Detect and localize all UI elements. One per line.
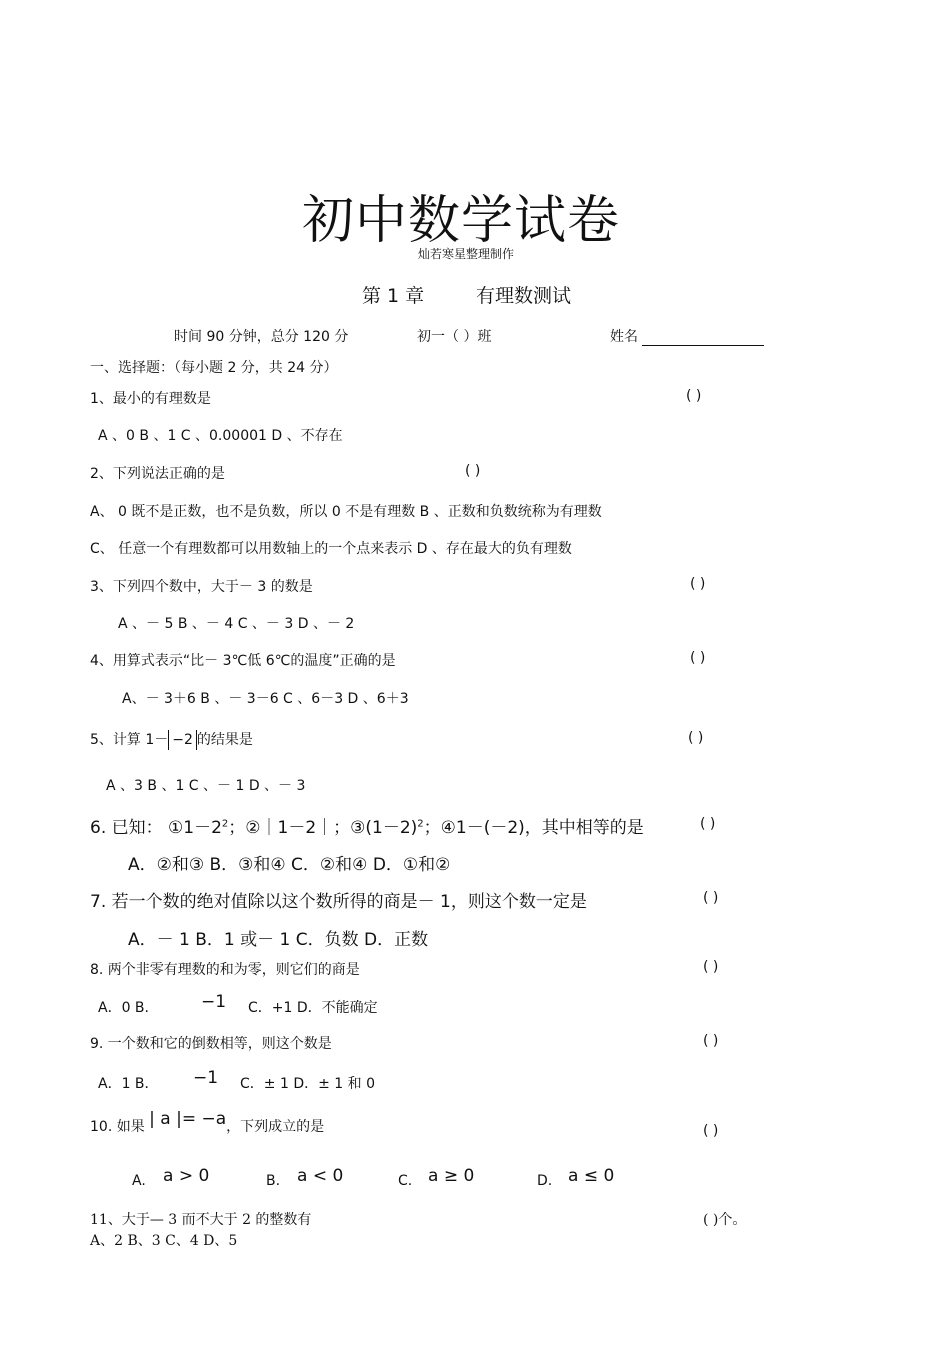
question-3-stem: 3、下列四个数中，大于－ 3 的数是 [90, 579, 313, 595]
question-8-answer-blank: ( ) [703, 959, 719, 975]
question-4-options: A、－ 3＋6 B 、－ 3－6 C 、6－3 D 、6＋3 [122, 691, 409, 707]
question-10-stem [90, 1109, 325, 1136]
question-9-options-a: A．1 B． [98, 1076, 159, 1092]
question-10-formula: | a |= −a [149, 1109, 227, 1129]
question-9-options-c: C．± 1 D．± 1 和 0 [240, 1076, 375, 1092]
question-10-stem-pre: 10. 如果 [90, 1119, 145, 1135]
question-9-answer-blank: ( ) [703, 1033, 719, 1049]
question-8-options-b: −1 [201, 992, 227, 1012]
question-10-option-b-label: B. [266, 1173, 281, 1189]
question-10-stem-post: ，下列成立的是 [226, 1119, 325, 1135]
exam-class: 初一（ ）班 [417, 329, 492, 345]
question-7-stem: 7. 若一个数的绝对值除以这个数所得的商是－ 1，则这个数一定是 [90, 892, 587, 912]
absolute-value-expression: −2 [168, 730, 197, 750]
question-5-answer-blank: ( ) [688, 730, 704, 746]
question-1-stem: 1、最小的有理数是 [90, 391, 211, 407]
question-10-answer-blank: ( ) [703, 1123, 719, 1139]
name-blank-line[interactable] [642, 331, 764, 346]
question-2-stem: 2、下列说法正确的是 [90, 466, 225, 482]
question-11-answer-blank: ( )个。 [703, 1212, 747, 1228]
question-8-options-a: A．0 B. [98, 1000, 149, 1016]
question-1-answer-blank: ( ) [686, 388, 702, 404]
question-10-option-c-expr: a ≥ 0 [428, 1166, 475, 1186]
question-10-option-d-expr: a ≤ 0 [568, 1166, 615, 1186]
question-9-stem: 9. 一个数和它的倒数相等，则这个数是 [90, 1036, 332, 1052]
question-6-answer-blank: ( ) [700, 816, 716, 832]
question-1-options: A 、0 B 、1 C 、0.00001 D 、不存在 [98, 428, 343, 444]
question-5-stem [90, 729, 253, 750]
question-8-options-c: C．+1 D．不能确定 [248, 1000, 378, 1016]
section-heading: 一、选择题：（每小题 2 分，共 24 分） [90, 360, 338, 376]
question-7-answer-blank: ( ) [703, 890, 719, 906]
exam-time: 时间 90 分钟，总分 120 分 [174, 329, 349, 345]
page-title: 初中数学试卷 [302, 191, 621, 251]
question-2-answer-blank: ( ) [465, 463, 481, 479]
question-8-stem: 8. 两个非零有理数的和为零，则它们的商是 [90, 962, 360, 978]
chapter-topic: 有理数测试 [476, 285, 572, 307]
exponent: 2 [417, 818, 424, 830]
chapter-number: 第 1 章 [362, 285, 425, 307]
page-subtitle: 灿若寒星整理制作 [418, 247, 515, 261]
exam-name [610, 326, 764, 346]
question-10-option-c-label: C. [398, 1173, 413, 1189]
question-6-stem-post: ；④1－(－2)，其中相等的是 [423, 818, 644, 838]
question-5-options: A 、3 B 、1 C 、－ 1 D 、－ 3 [106, 778, 306, 794]
name-label: 姓名 [610, 329, 638, 345]
question-10-option-a-label: A. [132, 1173, 146, 1189]
question-4-stem: 4、用算式表示“比－ 3℃低 6℃的温度”正确的是 [90, 653, 396, 669]
question-10-option-d-label: D. [537, 1173, 553, 1189]
question-6-options: A．②和③ B．③和④ C．②和④ D．①和② [128, 855, 451, 875]
question-10-option-b-expr: a < 0 [297, 1166, 344, 1186]
question-6-stem-pre: 6. 已知： ①1－2 [90, 818, 222, 838]
question-2-options-row1: A、 0 既不是正数，也不是负数，所以 0 不是有理数 B 、正数和负数统称为有理数 [90, 504, 602, 520]
question-6-stem-mid: ；②｜1－2｜；③(1－2) [228, 818, 418, 838]
question-7-options: A．－ 1 B．1 或－ 1 C．负数 D．正数 [128, 930, 429, 950]
question-5-stem-pre: 5、计算 1－ [90, 732, 169, 748]
question-11-options: A、2 B、3 C、4 D、5 [90, 1233, 238, 1249]
question-2-options-row2: C、 任意一个有理数都可以用数轴上的一个点来表示 D 、存在最大的负有理数 [90, 541, 572, 557]
question-9-options-b: −1 [193, 1068, 219, 1088]
question-3-answer-blank: ( ) [690, 576, 706, 592]
question-6-stem [90, 813, 644, 838]
question-5-stem-post: 的结果是 [196, 732, 253, 748]
question-11-stem: 11、大于— 3 而不大于 2 的整数有 [90, 1212, 312, 1228]
exponent: 2 [221, 818, 229, 830]
question-10-option-a-expr: a > 0 [163, 1166, 210, 1186]
question-4-answer-blank: ( ) [690, 650, 706, 666]
question-3-options: A 、－ 5 B 、－ 4 C 、－ 3 D 、－ 2 [118, 616, 355, 632]
